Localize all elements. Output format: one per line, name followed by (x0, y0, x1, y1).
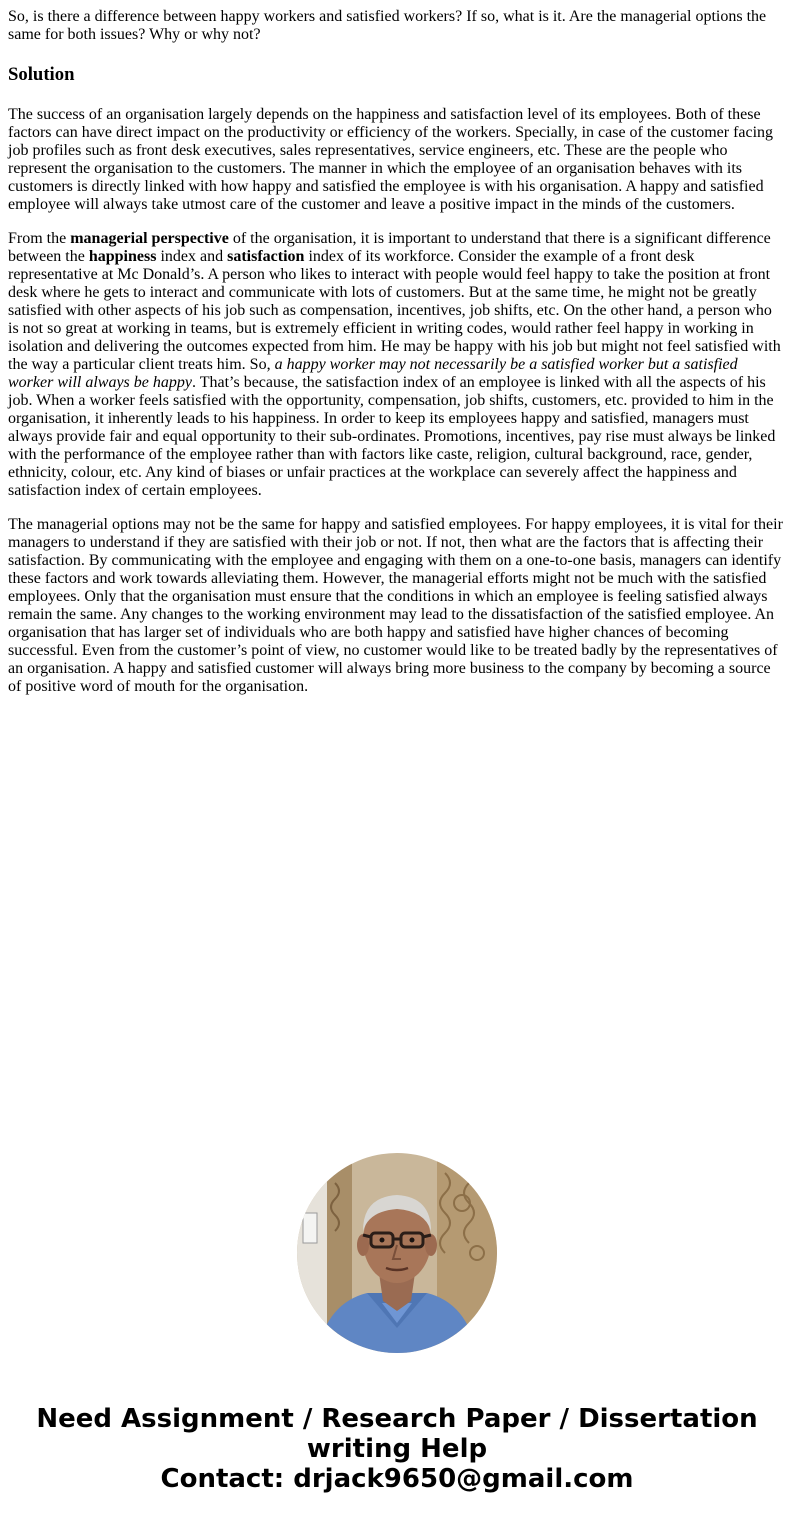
question-text: So, is there a difference between happy workers and satisfied workers? If so, what is it. Are the managerial options the same for both issues? Why or why not? (8, 8, 767, 43)
paragraph-text: . That’s because, the satisfaction index of an employee is linked with all the aspects of his job. When a worker feels satisfied with the opportunity, compensation, job shifts, customers, etc. provided to him in the organisation, it inherently leads to his happiness. In order to keep its employees happy and satisfied, managers must always provide fair and equal opportunity to their sub-ordinates. Promotions, incentives, pay rise must always be linked with the performance of the employee rather than with factors like caste, religion, cultural background, race, gender, ethnicity, colour, etc. Any kind of biases or unfair practices at the workplace can severely affect the happiness and satisfaction index of certain employees. (8, 374, 776, 499)
paragraph-text: index and (156, 248, 228, 265)
bold-happiness: happiness (88, 248, 157, 265)
solution-heading: Solution (8, 64, 75, 85)
cta-contact-email: Contact: drjack9650@gmail.com (160, 1464, 634, 1494)
italic-key-statement: a happy worker may not necessarily be a satisfied worker but a satisfied worker will always be happy (8, 356, 738, 391)
paragraph-text: index of its workforce. Consider the example of a front desk representative at Mc Donald’s. A person who likes to interact with people would feel happy to take the position at front desk where he gets to interact and communicate with lots of customers. But at the same time, he might not be greatly satisfied with other aspects of his job such as compensation, incentives, job shifts, etc. On the other hand, a person who is not so great at working in teams, but is extremely efficient in writing codes, would rather feel happy in working in isolation and delivering the outcomes expected from him. He may be happy with his job but might not feel satisfied with the way a particular client treats him. So, (8, 248, 781, 373)
bold-managerial-perspective: managerial perspective (70, 230, 229, 247)
paragraph-managerial-perspective (8, 230, 784, 500)
paragraph-managerial-options: The managerial options may not be the same for happy and satisfied employees. For happy employees, it is vital for their managers to understand if they are satisfied with their job or not. If not, then what are the factors that is affecting their satisfaction. By communicating with the employee and engaging with them on a one-to-one basis, managers can identify these factors and work towards alleviating them. However, the managerial efforts might not be much with the satisfied employees. Only that the organisation must ensure that the conditions in which an employee is feeling satisfied always remain the same. Any changes to the working environment may lead to the dissatisfaction of the satisfied employee. An organisation that has larger set of individuals who are both happy and satisfied have higher chances of becoming successful. Even from the customer’s point of view, no customer would like to be treated badly by the representatives of an organisation. A happy and satisfied customer will always bring more business to the company by becoming a source of positive word of mouth for the organisation. (8, 516, 783, 695)
avatar (297, 1153, 497, 1353)
bold-satisfaction: satisfaction (227, 248, 305, 265)
document-content (8, 8, 784, 712)
paragraph-text: From the (8, 230, 71, 247)
paragraph-text: of the organisation, it is important to understand that there is a significant difference between the (8, 230, 771, 265)
person-portrait-icon (297, 1153, 497, 1353)
paragraph-intro: The success of an organisation largely depends on the happiness and satisfaction level of its employees. Both of these factors can have direct impact on the productivity or efficiency of the workers. Specially, in case of the customer facing job profiles such as front desk executives, sales representatives, service engineers, etc. These are the people who represent the organisation to the customers. The manner in which the employee of an organisation behaves with its customers is directly linked with how happy and satisfied the employee is with his organisation. A happy and satisfied employee will always take utmost care of the customer and leave a positive impact in the minds of the customers. (8, 106, 774, 213)
cta-line: writing Help (306, 1434, 488, 1464)
cta-line: Need Assignment / Research Paper / Dissertation (36, 1404, 758, 1434)
contact-banner (0, 1404, 794, 1494)
